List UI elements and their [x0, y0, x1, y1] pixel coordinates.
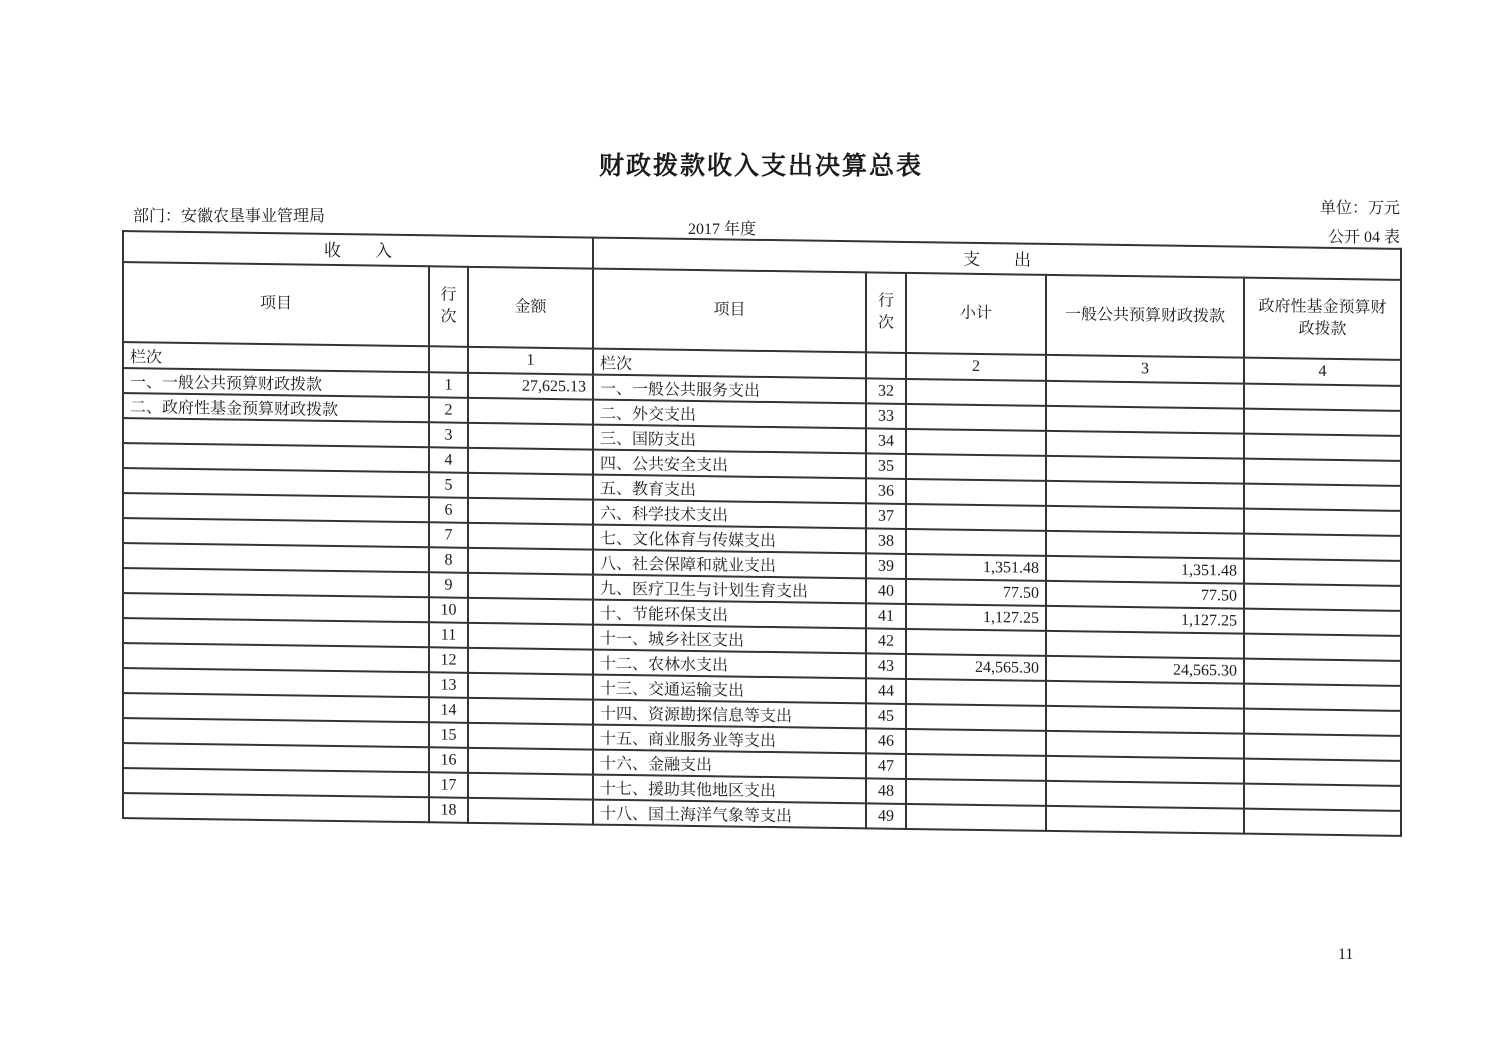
expense-general-cell: 1,351.48 [1046, 556, 1244, 584]
income-amount-cell [468, 473, 593, 500]
income-rownum-cell: 7 [429, 522, 468, 548]
expense-general-header: 一般公共预算财政拨款 [1046, 275, 1244, 358]
expense-item-cell: 十一、城乡社区支出 [593, 625, 866, 654]
expense-subtotal-cell [906, 379, 1046, 406]
budget-table-wrapper [122, 230, 1400, 837]
fiscal-year-label: 2017 年度 [688, 221, 757, 238]
income-rownum-cell: 16 [429, 747, 468, 773]
income-amount-cell [468, 448, 593, 475]
income-rownum-cell: 9 [429, 572, 468, 598]
expense-fund-cell [1244, 759, 1401, 786]
expense-general-cell [1046, 506, 1244, 534]
expense-rownum-cell: 48 [866, 778, 906, 804]
expense-subtotal-cell [906, 429, 1046, 456]
expense-rownum-cell: 44 [866, 678, 906, 704]
income-amount-cell [468, 773, 593, 800]
income-amount-cell [468, 748, 593, 775]
income-rownum-cell: 18 [429, 797, 468, 823]
expense-general-cell [1046, 631, 1244, 659]
expense-general-cell [1046, 681, 1244, 709]
expense-subtotal-cell [906, 479, 1046, 506]
expense-rownum-cell: 36 [866, 478, 906, 504]
expense-subtotal-cell [906, 404, 1046, 431]
expense-fund-cell [1244, 734, 1401, 761]
table-body [123, 368, 1401, 836]
income-rownum-cell: 11 [429, 622, 468, 648]
expense-general-cell [1046, 481, 1244, 509]
expense-item-cell: 八、社会保障和就业支出 [593, 550, 866, 579]
expense-item-cell: 十二、农林水支出 [593, 650, 866, 679]
expense-subtotal-cell [906, 629, 1046, 656]
expense-item-cell: 一、一般公共服务支出 [593, 375, 866, 404]
income-item-cell [123, 793, 429, 822]
expense-rownum-cell: 32 [866, 378, 906, 404]
expense-item-cell: 三、国防支出 [593, 425, 866, 454]
expense-subtotal-cell [906, 679, 1046, 706]
expense-item-cell: 十六、金融支出 [593, 750, 866, 779]
income-rownum-cell: 15 [429, 722, 468, 748]
expense-subtotal-cell [906, 454, 1046, 481]
expense-rownum-cell: 38 [866, 528, 906, 554]
expense-fund-cell [1244, 534, 1401, 561]
expense-fund-cell [1244, 559, 1401, 586]
expense-subtotal-cell: 77.50 [906, 579, 1046, 606]
income-rownum-cell: 8 [429, 547, 468, 573]
unit-note: 单位：万元 [1319, 200, 1400, 217]
expense-rownum-cell: 41 [866, 603, 906, 629]
expense-rownum-cell: 47 [866, 753, 906, 779]
expense-fund-cell [1244, 634, 1401, 661]
income-amount-cell [468, 523, 593, 550]
expense-fund-cell [1244, 684, 1401, 711]
income-rownum-cell: 13 [429, 672, 468, 698]
expense-subtotal-cell [906, 779, 1046, 806]
expense-fund-cell [1244, 784, 1401, 811]
expense-rownum-cell: 45 [866, 703, 906, 729]
expense-item-cell: 二、外交支出 [593, 400, 866, 429]
income-rownum-cell: 6 [429, 497, 468, 523]
income-rownum-cell: 3 [429, 422, 468, 448]
expense-subtotal-cell: 1,127.25 [906, 604, 1046, 631]
expense-general-cell [1046, 381, 1244, 409]
income-item-header: 项目 [123, 262, 429, 346]
income-rownum-cell: 17 [429, 772, 468, 798]
expense-subtotal-cell [906, 529, 1046, 556]
expense-lanci-col4: 4 [1244, 358, 1401, 386]
expense-rownum-cell: 39 [866, 553, 906, 579]
expense-subtotal-cell: 1,351.48 [906, 554, 1046, 581]
expense-general-cell [1046, 806, 1244, 834]
income-rownum-cell: 12 [429, 647, 468, 673]
expense-general-cell [1046, 406, 1244, 434]
income-amount-cell [468, 423, 593, 450]
expense-rownum-cell: 37 [866, 503, 906, 529]
income-rownum-cell: 4 [429, 447, 468, 473]
expense-item-cell: 九、医疗卫生与计划生育支出 [593, 575, 866, 604]
expense-fund-header: 政府性基金预算财政拨款 [1244, 278, 1401, 360]
page-title: 财政拨款收入支出决算总表 [598, 152, 923, 180]
expense-general-cell: 24,565.30 [1046, 656, 1244, 684]
income-amount-cell [468, 648, 593, 675]
expense-general-cell [1046, 731, 1244, 759]
income-amount-cell [468, 573, 593, 600]
expense-rownum-cell: 46 [866, 728, 906, 754]
income-item-cell: 二、政府性基金预算财政拨款 [123, 393, 429, 422]
expense-item-cell: 十四、资源勘探信息等支出 [593, 700, 866, 729]
expense-section-header: 支 出 [593, 238, 1401, 280]
expense-general-cell [1046, 756, 1244, 784]
expense-fund-cell [1244, 409, 1401, 436]
expense-item-cell: 四、公共安全支出 [593, 450, 866, 479]
income-rownum-cell: 10 [429, 597, 468, 623]
expense-fund-cell [1244, 659, 1401, 686]
income-amount-cell [468, 598, 593, 625]
expense-lanci-col2: 2 [906, 353, 1046, 381]
expense-rownum-cell: 33 [866, 403, 906, 429]
department-label: 部门：安徽农垦事业管理局 [133, 208, 326, 225]
expense-item-cell: 十、节能环保支出 [593, 600, 866, 629]
expense-subtotal-cell [906, 704, 1046, 731]
expense-subtotal-header: 小计 [906, 273, 1046, 355]
expense-fund-cell [1244, 484, 1401, 511]
expense-subtotal-cell [906, 504, 1046, 531]
expense-general-cell [1046, 781, 1244, 809]
expense-fund-cell [1244, 809, 1401, 836]
expense-lanci-col3: 3 [1046, 355, 1244, 384]
expense-general-cell: 77.50 [1046, 581, 1244, 609]
income-lanci-col1: 1 [468, 347, 593, 375]
page-number: 11 [1338, 946, 1354, 963]
expense-item-cell: 十八、国土海洋气象等支出 [593, 800, 866, 829]
expense-fund-cell [1244, 509, 1401, 536]
expense-fund-cell [1244, 434, 1401, 461]
expense-rownum-cell: 35 [866, 453, 906, 479]
income-rownum-cell: 5 [429, 472, 468, 498]
expense-item-cell: 六、科学技术支出 [593, 500, 866, 529]
expense-fund-cell [1244, 584, 1401, 611]
expense-item-cell: 五、教育支出 [593, 475, 866, 504]
income-rownum-cell: 2 [429, 397, 468, 423]
expense-item-cell: 十五、商业服务业等支出 [593, 725, 866, 754]
expense-general-cell [1046, 706, 1244, 734]
income-lanci-rownum-cell [429, 346, 468, 373]
budget-table [122, 230, 1402, 837]
income-amount-header: 金额 [468, 267, 593, 349]
income-amount-cell: 27,625.13 [468, 373, 593, 400]
expense-rownum-cell: 43 [866, 653, 906, 679]
form-number-note: 公开 04 表 [1327, 229, 1400, 246]
expense-item-cell: 十三、交通运输支出 [593, 675, 866, 704]
expense-rownum-cell: 40 [866, 578, 906, 604]
income-amount-cell [468, 673, 593, 700]
expense-fund-cell [1244, 609, 1401, 636]
expense-fund-cell [1244, 459, 1401, 486]
expense-general-cell [1046, 531, 1244, 559]
income-lanci-label: 栏次 [123, 342, 429, 372]
expense-fund-cell [1244, 384, 1401, 411]
income-section-header: 收 入 [123, 231, 593, 269]
income-item-cell: 一、一般公共预算财政拨款 [123, 368, 429, 397]
income-amount-cell [468, 623, 593, 650]
income-amount-cell [468, 698, 593, 725]
expense-subtotal-cell [906, 804, 1046, 831]
income-amount-cell [468, 548, 593, 575]
expense-rownum-cell: 49 [866, 803, 906, 829]
income-amount-cell [468, 723, 593, 750]
expense-subtotal-cell: 24,565.30 [906, 654, 1046, 681]
income-rownum-cell: 1 [429, 372, 468, 398]
expense-general-cell: 1,127.25 [1046, 606, 1244, 634]
expense-rownum-header: 行次 [866, 272, 906, 353]
expense-subtotal-cell [906, 754, 1046, 781]
income-rownum-header: 行次 [429, 266, 468, 347]
expense-item-cell: 十七、援助其他地区支出 [593, 775, 866, 804]
expense-item-header: 项目 [593, 269, 866, 353]
income-amount-cell [468, 498, 593, 525]
expense-lanci-label: 栏次 [593, 349, 866, 379]
expense-subtotal-cell [906, 729, 1046, 756]
income-rownum-cell: 14 [429, 697, 468, 723]
income-amount-cell [468, 398, 593, 425]
expense-general-cell [1046, 456, 1244, 484]
expense-general-cell [1046, 431, 1244, 459]
expense-rownum-cell: 42 [866, 628, 906, 654]
expense-rownum-cell: 34 [866, 428, 906, 454]
income-amount-cell [468, 798, 593, 825]
expense-lanci-rownum-cell [866, 352, 906, 379]
expense-item-cell: 七、文化体育与传媒支出 [593, 525, 866, 554]
expense-fund-cell [1244, 709, 1401, 736]
